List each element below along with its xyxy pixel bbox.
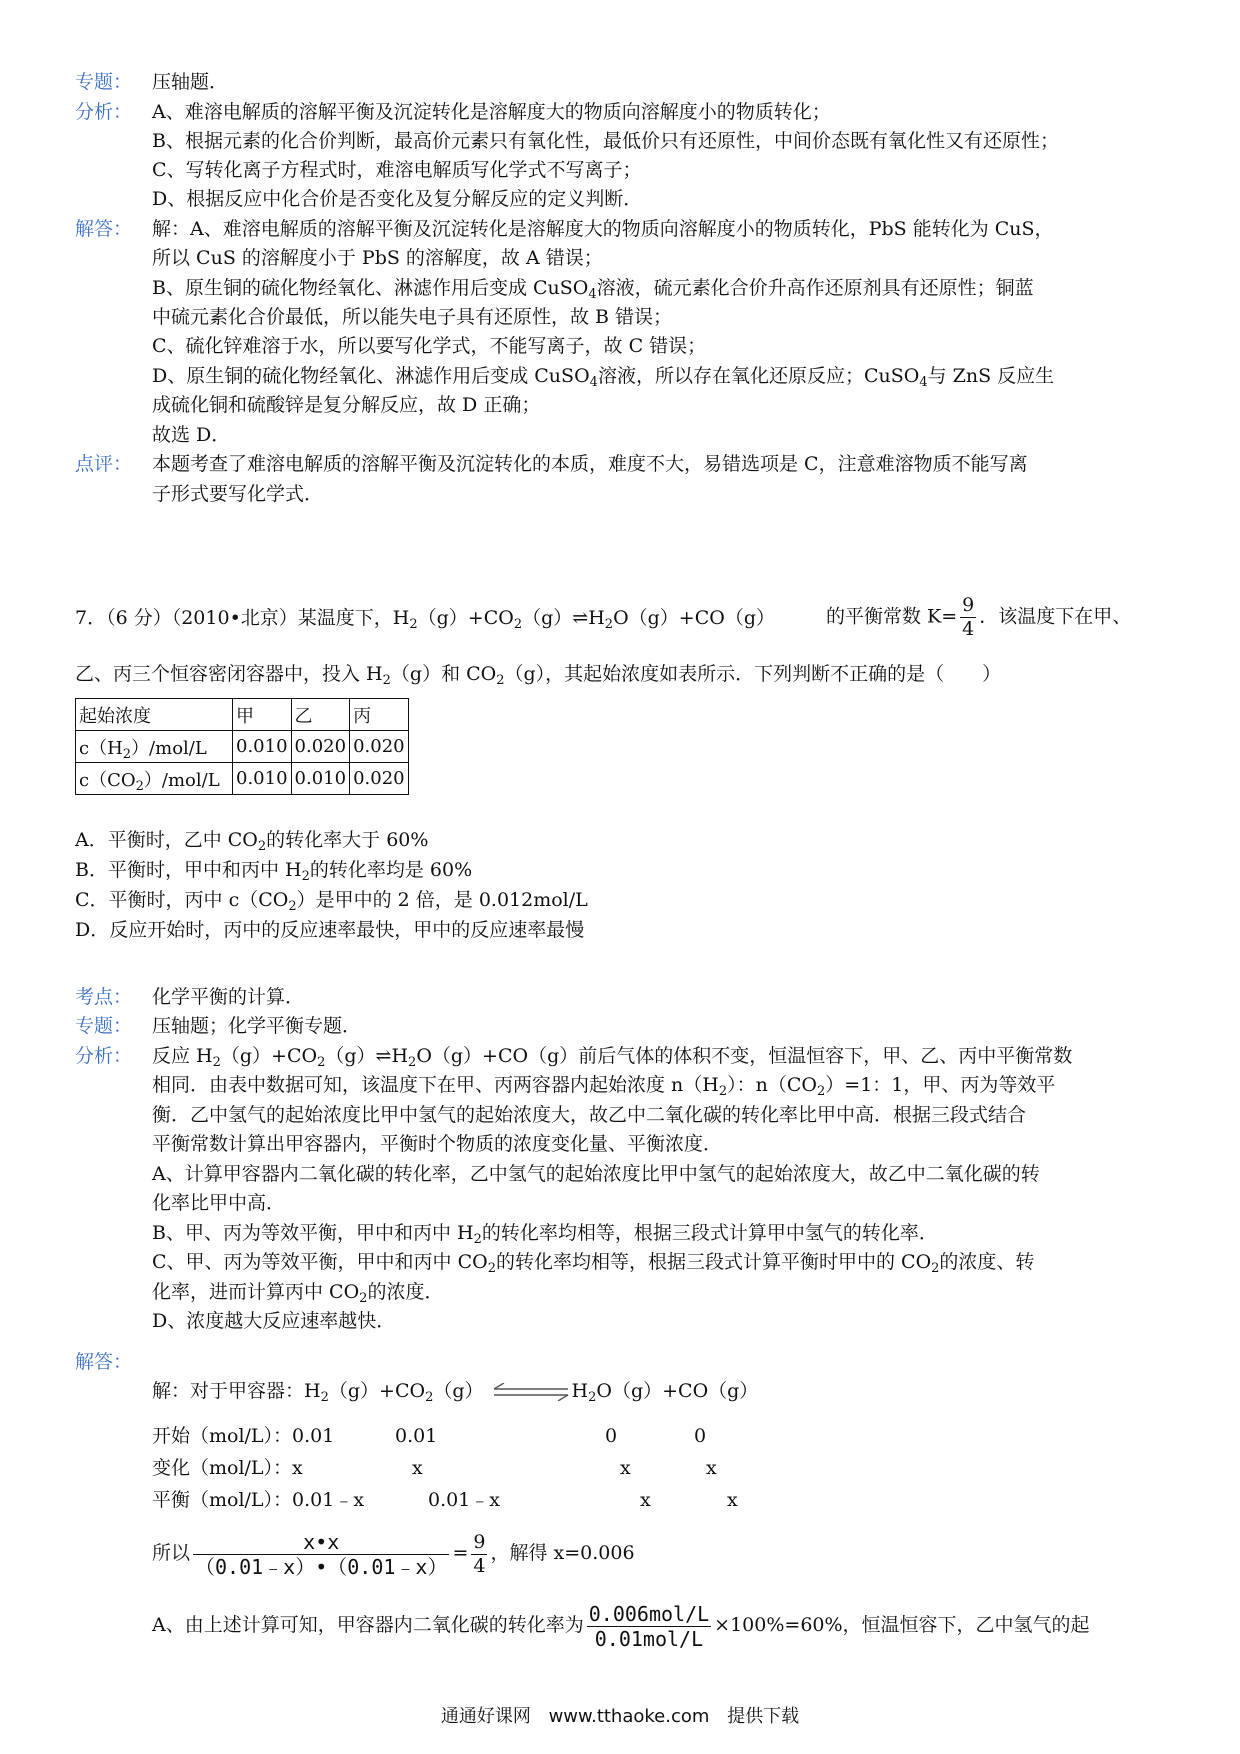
kaodian-text: 化学平衡的计算． xyxy=(152,986,305,1008)
fenxi2-line-8: C、甲、丙为等效平衡，甲中和丙中 $CO_2$的转化率均相等，根据三段式计算平衡时甲中的 $CO_2$的浓度、转 xyxy=(152,1251,1035,1276)
table-row xyxy=(76,763,409,795)
jieda-line-7: 成硫化铜和硫酸锌是复分解反应，故 D 正确； xyxy=(152,394,541,416)
k-equation: 所以 $\frac{x•x}{(0.01﹣x)•(0.01﹣x)}$ = $\frac{9}{4}$ ，解得 x=0.006 xyxy=(152,1529,635,1579)
zhuanti-text-2: 压轴题；化学平衡专题． xyxy=(152,1015,362,1037)
stage-eq-h2o: x xyxy=(640,1489,651,1511)
table-header-cell: 起始浓度 xyxy=(76,699,233,731)
table-header-cell: 甲 xyxy=(233,699,292,731)
jieda-line-4: 中硫元素化合价最低，所以能失电子具有还原性，故 B 错误； xyxy=(152,306,673,328)
table-cell: 0.010 xyxy=(233,763,292,795)
jieda-line-3: B、原生铜的硫化物经氧化、淋滤作用后变成 CuSO$_4$溶液，硫元素化合价升高作还原剂具有还原性；铜蓝 xyxy=(152,277,1034,302)
fenxi2-line-5: A、计算甲容器内二氧化碳的转化率，乙中氢气的起始浓度比甲中氢气的起始浓度大，故乙中二氧化碳的转 xyxy=(152,1163,1040,1185)
conversion-line: A、由上述计算可知，甲容器内二氧化碳的转化率为 $\frac{\text{0.006mol/L}}{\text{0.01mol/L}}$ ×100%=60%，恒温恒容下，乙中氢气的起 xyxy=(152,1601,1090,1651)
label-jieda-2: 解答： xyxy=(75,1351,133,1373)
q7-stem-line-2: 乙、丙三个恒容密闭容器中，投入 $H_2(g)$和 $CO_2(g)$，其起始浓度如表所示．下列判断不正确的是（ ） xyxy=(75,663,1002,688)
dianping-line-2: 子形式要写化学式． xyxy=(152,483,324,505)
fenxi2-line-2: 相同．由表中数据可知，该温度下在甲、丙两容器内起始浓度 $n(H_2)$：$n(CO_2)=1$：1，甲、丙为等效平 xyxy=(152,1074,1056,1099)
label-fenxi: 分析： xyxy=(75,101,133,123)
label-jieda: 解答： xyxy=(75,218,133,240)
conversion-fraction: $\frac{\text{0.006mol/L}}{\text{0.01mol/L}}$ xyxy=(588,1601,710,1651)
stage-eq-co2: 0.01﹣x xyxy=(428,1489,501,1511)
dianping-line-1: 本题考查了难溶电解质的溶解平衡及沉淀转化的本质，难度不大，易错选项是 C，注意难溶物质不能写离 xyxy=(152,453,1028,475)
q7-k-expression: 的平衡常数 K= $\frac{9}{4}$ ．该温度下在甲、 xyxy=(826,594,1132,640)
table-row-label: $c(H_2)/mol/L$ xyxy=(76,731,233,763)
stage-start-h2o: 0 xyxy=(605,1425,618,1447)
footer-site-name: 通通好课网 xyxy=(440,1706,531,1727)
jieda2-reaction: 解：对于甲容器：$H_2(g)+CO_2(g)$ $H_2O(g)+CO(g)$ xyxy=(152,1380,759,1405)
stage-change-co: x xyxy=(706,1457,717,1479)
fenxi2-line-1: 反应 $H_2(g)+CO_2(g)\rightleftharpoons H_2O(g)+CO(g)$前后气体的体积不变，恒温恒容下，甲、乙、丙中平衡常数 xyxy=(152,1045,1073,1070)
jieda-line-1: 解：A、难溶电解质的溶解平衡及沉淀转化是溶解度大的物质向溶解度小的物质转化，PbS 能转化为 CuS， xyxy=(152,218,1054,240)
jieda-line-8: 故选 D． xyxy=(152,424,231,446)
stage-eq-label: 平衡（mol/L）：0.01﹣x xyxy=(152,1489,365,1511)
jieda-line-2: 所以 CuS 的溶解度小于 PbS 的溶解度，故 A 错误； xyxy=(152,247,603,269)
label-kaodian: 考点： xyxy=(75,986,133,1008)
result-fraction: $\frac{9}{4}$ xyxy=(473,1530,486,1577)
table-row-label: $c(CO_2)/mol/L$ xyxy=(76,763,233,795)
fenxi2-line-6: 化率比甲中高． xyxy=(152,1192,286,1214)
concentration-table xyxy=(75,698,409,795)
jieda-line-5: C、硫化锌难溶于水，所以要写化学式，不能写离子，故 C 错误； xyxy=(152,335,707,357)
table-cell: 0.020 xyxy=(350,763,409,795)
stage-start-co: 0 xyxy=(694,1425,707,1447)
footer-suffix: 提供下载 xyxy=(727,1706,800,1727)
label-fenxi-2: 分析： xyxy=(75,1045,133,1067)
table-cell: 0.020 xyxy=(291,731,350,763)
fenxi-line-b: B、根据元素的化合价判断，最高价元素只有氧化性，最低价只有还原性，中间价态既有氧化性又有还原性； xyxy=(152,130,1059,152)
fenxi2-line-10: D、浓度越大反应速率越快． xyxy=(152,1310,396,1332)
table-cell: 0.010 xyxy=(291,763,350,795)
option-c: C．平衡时，丙中 $c(CO_2)$是甲中的 2 倍，是 0.012mol/L xyxy=(75,889,588,914)
footer-url[interactable]: www.tthaoke.com xyxy=(548,1706,710,1727)
fenxi-line-c: C、写转化离子方程式时，难溶电解质写化学式不写离子； xyxy=(152,159,642,181)
zhuanti-text: 压轴题． xyxy=(152,71,229,93)
table-header-cell: 乙 xyxy=(291,699,350,731)
stage-change-co2: x xyxy=(412,1457,423,1479)
stage-change-label: 变化（mol/L）：x xyxy=(152,1457,303,1479)
label-zhuanti: 专题： xyxy=(75,71,133,93)
stage-eq-co: x xyxy=(727,1489,738,1511)
table-header-cell: 丙 xyxy=(350,699,409,731)
reversible-arrow-icon xyxy=(490,1383,572,1401)
table-row xyxy=(76,731,409,763)
k-fraction: $\frac{9}{4}$ xyxy=(962,594,975,640)
x-fraction: $\frac{x•x}{(0.01﹣x)•(0.01﹣x)}$ xyxy=(195,1529,448,1579)
option-b: B．平衡时，甲中和丙中 $H_2$的转化率均是 60% xyxy=(75,859,473,884)
fenxi2-line-9: 化率，进而计算丙中 $CO_2$的浓度． xyxy=(152,1281,444,1306)
jieda-line-6: D、原生铜的硫化物经氧化、淋滤作用后变成 CuSO$_4$溶液，所以存在氧化还原反应；CuSO$_4$与 ZnS 反应生 xyxy=(152,365,1055,390)
fenxi2-line-7: B、甲、丙为等效平衡，甲中和丙中 $H_2$的转化率均相等，根据三段式计算甲中氢气的转化率． xyxy=(152,1222,938,1247)
q7-stem-line-1: 7．（6 分）（2010•北京）某温度下，$H_2(g)+CO_2(g)\rightleftharpoons H_2O(g)+CO(g)$ xyxy=(75,607,775,632)
fenxi2-line-3: 衡．乙中氢气的起始浓度比甲中氢气的起始浓度大，故乙中二氧化碳的转化率比甲中高．根据三段式结合 xyxy=(152,1104,1027,1126)
stage-start-co2: 0.01 xyxy=(395,1425,438,1447)
table-row xyxy=(76,699,409,731)
label-zhuanti-2: 专题： xyxy=(75,1015,133,1037)
label-dianping: 点评： xyxy=(75,453,133,475)
fenxi-line-d: D、根据反应中化合价是否变化及复分解反应的定义判断． xyxy=(152,188,643,210)
option-a: A．平衡时，乙中 $CO_2$的转化率大于 60% xyxy=(75,829,429,854)
fenxi-line-a: A、难溶电解质的溶解平衡及沉淀转化是溶解度大的物质向溶解度小的物质转化； xyxy=(152,101,831,123)
table-cell: 0.010 xyxy=(233,731,292,763)
stage-start-label: 开始（mol/L）：0.01 xyxy=(152,1425,335,1447)
stage-change-h2o: x xyxy=(620,1457,631,1479)
page-footer xyxy=(0,1702,1240,1728)
table-cell: 0.020 xyxy=(350,731,409,763)
fenxi2-line-4: 平衡常数计算出甲容器内，平衡时个物质的浓度变化量、平衡浓度． xyxy=(152,1133,723,1155)
option-d: D．反应开始时，丙中的反应速率最快，甲中的反应速率最慢 xyxy=(75,919,585,941)
